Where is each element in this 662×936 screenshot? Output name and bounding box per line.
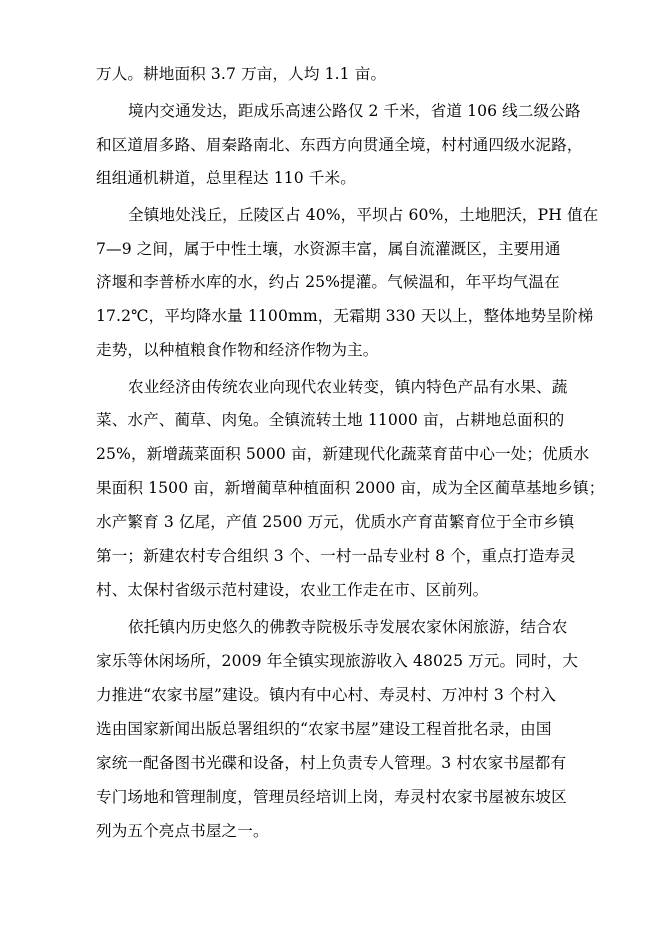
text-line: 走势，以种植粮食作物和经济作物为主。 bbox=[96, 341, 379, 359]
text-line: 17.2℃，平均降水量 1100mm，无霜期 330 天以上，整体地势呈阶梯 bbox=[96, 307, 594, 325]
text-line: 家统一配备图书光碟和设备，村上负责专人管理。3 村农家书屋都有 bbox=[96, 754, 567, 772]
text-line: 家乐等休闲场所，2009 年全镇实现旅游收入 48025 万元。同时，大 bbox=[96, 652, 579, 670]
text-line: 依托镇内历史悠久的佛教寺院极乐寺发展农家休闲旅游，结合农 bbox=[128, 618, 568, 636]
text-line: 25%，新增蔬菜面积 5000 亩，新建现代化蔬菜育苗中心一处；优质水 bbox=[96, 445, 590, 463]
text-line: 第一；新建农村专合组织 3 个、一村一品专业村 8 个，重点打造寿灵 bbox=[96, 547, 576, 565]
text-line: 万人。耕地面积 3.7 万亩，人均 1.1 亩。 bbox=[96, 65, 387, 83]
text-line: 水产繁育 3 亿尾，产值 2500 万元，优质水产育苗繁育位于全市乡镇 bbox=[96, 513, 575, 531]
text-line: 菜、水产、蔺草、肉兔。全镇流转土地 11000 亩，占耕地总面积的 bbox=[96, 411, 565, 429]
text-line: 果面积 1500 亩，新增蔺草种植面积 2000 亩，成为全区蔺草基地乡镇； bbox=[96, 479, 605, 497]
text-line: 选由国家新闻出版总署组织的“农家书屋”建设工程首批名录，由国 bbox=[96, 720, 552, 738]
text-line: 列为五个亮点书屋之一。 bbox=[96, 822, 269, 840]
text-line: 组组通机耕道，总里程达 110 千米。 bbox=[96, 169, 356, 187]
text-line: 农业经济由传统农业向现代农业转变，镇内特色产品有水果、蔬 bbox=[128, 378, 568, 396]
text-line: 境内交通发达，距成乐高速公路仅 2 千米，省道 106 线二级公路 bbox=[128, 102, 581, 120]
text-line: 村、太保村省级示范村建设，农业工作走在市、区前列。 bbox=[96, 581, 489, 599]
text-line: 全镇地处浅丘，丘陵区占 40%，平坝占 60%，土地肥沃，PH 值在 bbox=[128, 206, 599, 224]
text-line: 7—9 之间，属于中性土壤，水资源丰富，属自流灌溉区，主要用通 bbox=[96, 240, 561, 258]
text-line: 和区道眉多路、眉秦路南北、东西方向贯通全境，村村通四级水泥路， bbox=[96, 136, 583, 154]
text-line: 专门场地和管理制度，管理员经培训上岗，寿灵村农家书屋被东坡区 bbox=[96, 788, 567, 806]
text-line: 力推进“农家书屋”建设。镇内有中心村、寿灵村、万冲村 3 个村入 bbox=[96, 686, 557, 704]
text-line: 济堰和李普桥水库的水，约占 25%提灌。气候温和，年平均气温在 bbox=[96, 273, 560, 291]
